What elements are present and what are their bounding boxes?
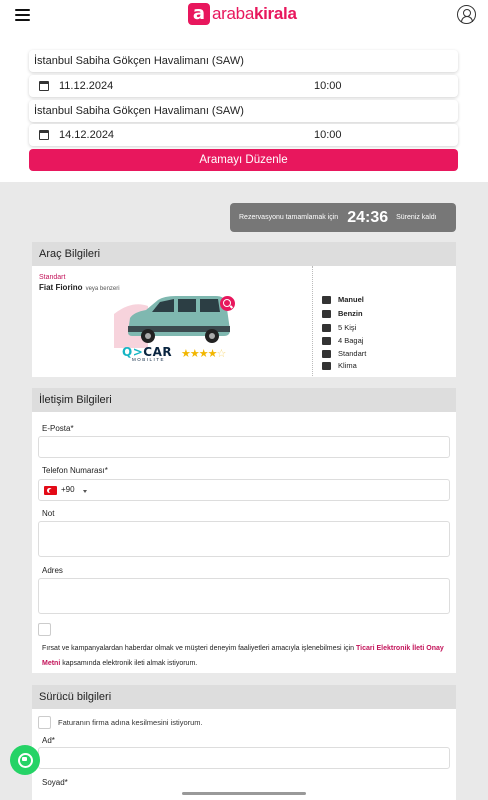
vehicle-card bbox=[32, 242, 456, 377]
vehicle-name: Fiat Fiorino veya benzeri bbox=[39, 283, 120, 292]
feature-climate: Klima bbox=[322, 361, 357, 370]
consent-checkbox[interactable] bbox=[38, 623, 51, 636]
driver-section-title: Sürücü bilgileri bbox=[32, 685, 456, 709]
chevron-down-icon[interactable] bbox=[83, 490, 87, 493]
feature-class: Standart bbox=[322, 349, 366, 358]
home-indicator bbox=[182, 792, 306, 795]
feature-transmission: Manuel bbox=[322, 295, 364, 304]
pickup-date: 11.12.2024 bbox=[59, 80, 114, 92]
invoice-label: Faturanın firma adına kesilmesini istiyorum. bbox=[58, 718, 203, 727]
timer-suffix: Süreniz kaldı bbox=[396, 214, 437, 221]
country-code[interactable]: +90 bbox=[61, 485, 75, 494]
star-icon: ★ bbox=[198, 348, 208, 360]
climate-icon bbox=[322, 362, 331, 370]
phone-field[interactable] bbox=[38, 479, 450, 501]
user-account-icon[interactable] bbox=[457, 5, 476, 24]
logo-text: arabakirala bbox=[212, 4, 297, 23]
contact-section-title: İletişim Bilgileri bbox=[32, 388, 456, 412]
zoom-image-icon[interactable] bbox=[220, 296, 235, 311]
return-location-field[interactable] bbox=[29, 100, 458, 122]
consent-link[interactable]: Ticari Elektronik İleti Onay Metni bbox=[42, 645, 444, 667]
pickup-datetime-field[interactable] bbox=[29, 75, 458, 97]
vehicle-category: Standart bbox=[39, 274, 66, 281]
invoice-checkbox[interactable] bbox=[38, 716, 51, 729]
return-time[interactable]: 10:00 bbox=[314, 129, 342, 141]
note-textarea[interactable] bbox=[38, 521, 450, 557]
reservation-timer bbox=[230, 203, 456, 232]
note-label: Not bbox=[42, 509, 55, 518]
car-class-icon bbox=[322, 350, 331, 358]
divider bbox=[312, 266, 313, 376]
feature-seats: 5 Kişi bbox=[322, 323, 356, 332]
surname-label: Soyad* bbox=[42, 778, 68, 787]
whatsapp-icon[interactable] bbox=[10, 745, 40, 775]
rating-stars bbox=[181, 347, 225, 360]
top-header bbox=[0, 0, 488, 30]
search-summary bbox=[0, 30, 488, 182]
luggage-icon bbox=[322, 337, 331, 345]
menu-icon[interactable] bbox=[15, 9, 30, 21]
logo[interactable] bbox=[188, 2, 297, 26]
people-icon bbox=[322, 324, 331, 332]
email-label: E-Posta* bbox=[42, 424, 74, 433]
email-field[interactable] bbox=[38, 436, 450, 458]
star-empty-icon: ☆ bbox=[216, 348, 226, 360]
supplier-logo: Q>CAR MOBILITE bbox=[122, 345, 173, 362]
logo-mark: a bbox=[188, 3, 210, 25]
consent-text: Fırsat ve kampanyalardan haberdar olmak ve müşteri deneyim faaliyetleri amacıyla işlenebilmesi için Ticari Elektronik İleti Onay Metni kapsamında elektronik ileti almak istiyorum. bbox=[42, 645, 444, 667]
star-icon: ★ bbox=[207, 348, 217, 360]
name-field[interactable] bbox=[38, 747, 450, 769]
star-icon: ★ bbox=[189, 348, 199, 360]
pickup-location-text: İstanbul Sabiha Gökçen Havalimanı (SAW) bbox=[34, 55, 244, 67]
return-date: 14.12.2024 bbox=[59, 129, 115, 141]
edit-search-button[interactable]: Aramayı Düzenle bbox=[29, 149, 458, 171]
pickup-location-field[interactable] bbox=[29, 50, 458, 72]
address-label: Adres bbox=[42, 566, 63, 575]
driver-card bbox=[32, 685, 456, 800]
fuel-icon bbox=[322, 310, 331, 318]
phone-label: Telefon Numarası* bbox=[42, 466, 108, 475]
vehicle-section-title: Araç Bilgileri bbox=[32, 242, 456, 266]
feature-fuel: Benzin bbox=[322, 309, 363, 318]
turkey-flag-icon bbox=[44, 486, 57, 495]
similar-note: veya benzeri bbox=[85, 286, 120, 292]
feature-luggage: 4 Bagaj bbox=[322, 336, 363, 345]
name-label: Ad* bbox=[42, 736, 55, 745]
calendar-icon bbox=[39, 130, 49, 140]
timer-prefix: Rezervasyonu tamamlamak için bbox=[239, 214, 339, 221]
address-textarea[interactable] bbox=[38, 578, 450, 614]
star-icon: ★ bbox=[181, 348, 190, 360]
gear-shift-icon bbox=[322, 296, 331, 304]
calendar-icon bbox=[39, 81, 49, 91]
contact-card bbox=[32, 388, 456, 673]
return-datetime-field[interactable] bbox=[29, 124, 458, 146]
pickup-time[interactable]: 10:00 bbox=[314, 80, 342, 92]
return-location-text: İstanbul Sabiha Gökçen Havalimanı (SAW) bbox=[34, 105, 244, 117]
timer-value: 24:36 bbox=[347, 208, 389, 226]
